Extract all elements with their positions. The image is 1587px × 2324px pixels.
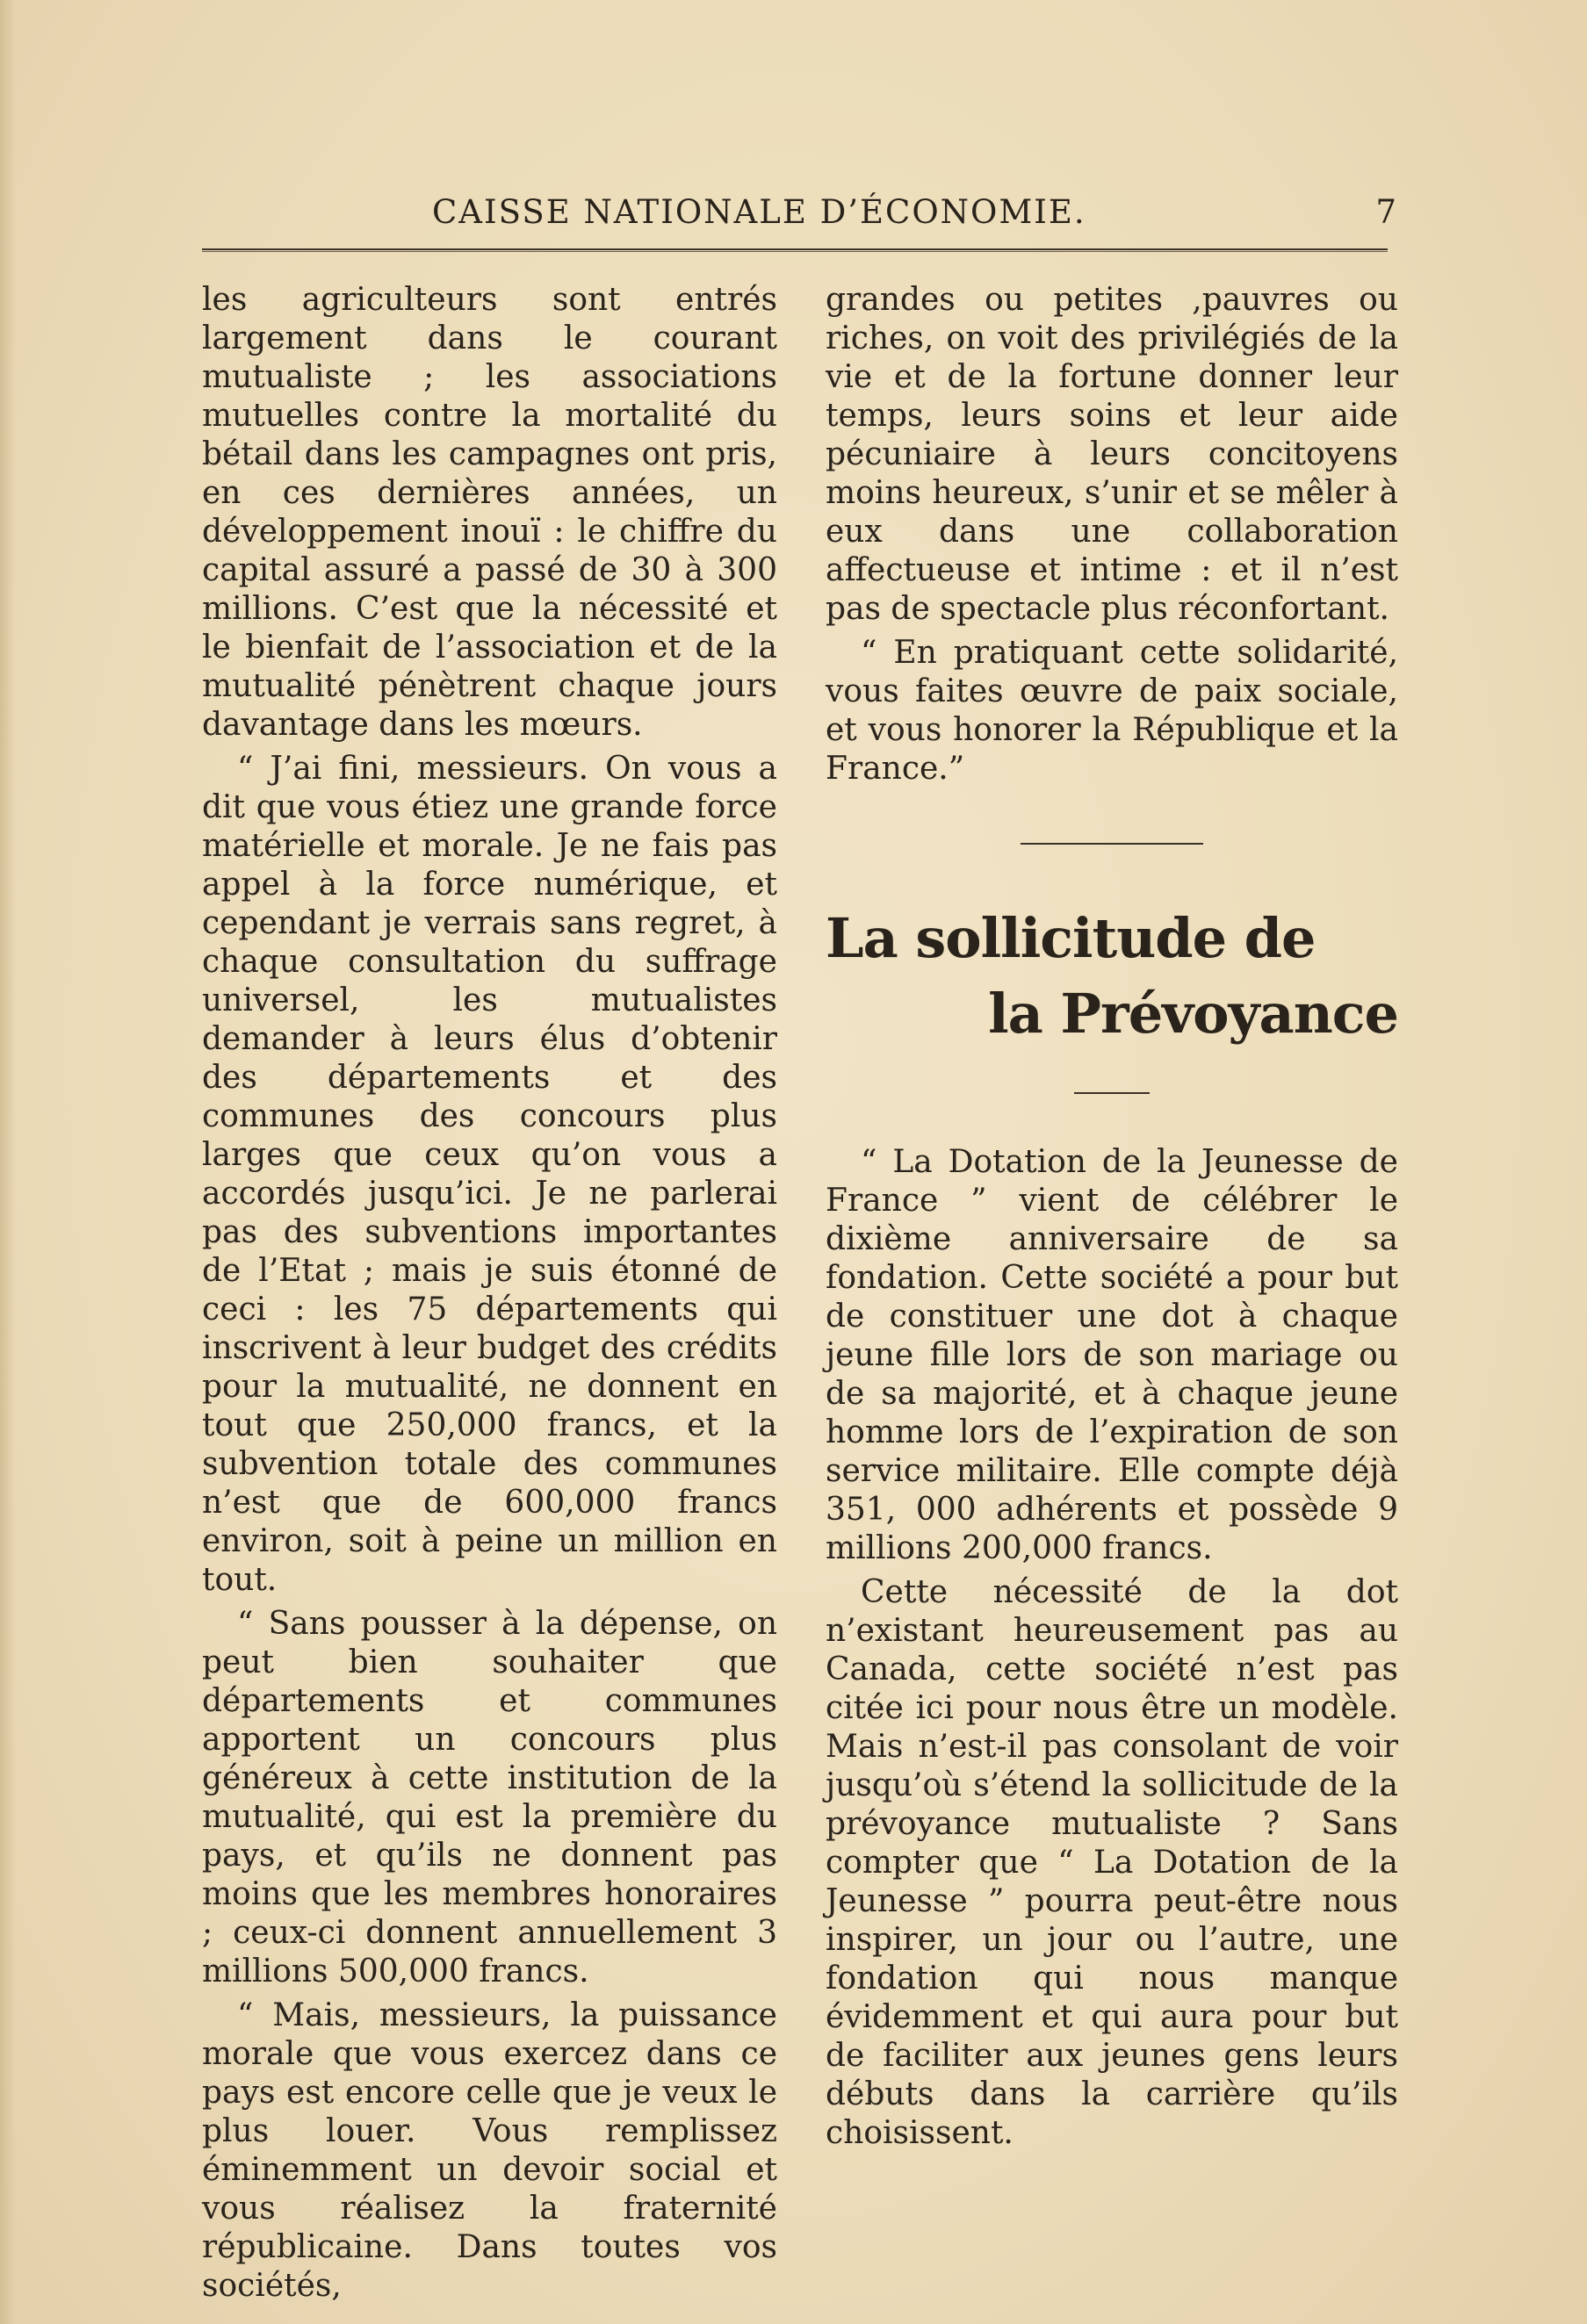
paragraph: grandes ou petites ,pauvres ou riches, on voit des privilégiés de la vie et de la fortune donner leur temps, leurs soins et leur aide pécuniaire à leurs concitoyens moins heureux, s’unir et se mêler à eux dans une collaboration affectueuse et intime : et il n’est pas de spectacle plus réconfortant. xyxy=(826,282,1398,627)
page-number: 7 xyxy=(1375,193,1396,231)
paragraph: Cette nécessité de la dot n’existant heureusement pas au Canada, cette société n’est pas citée ici pour nous être un modèle. Mais n’est-il pas consolant de voir jusqu’où s’étend la sollicitude de la prévoyance mutualiste ? Sans compter que “ La Dotation de la Jeunesse ” pourra peut-être nous inspirer, un jour ou l’autre, une fondation qui nous manque évidemment et qui aura pour but de faciliter aux jeunes gens leurs débuts dans la carrière qu’ils choisissent. xyxy=(826,1574,1398,2151)
page-edge-shadow xyxy=(0,0,16,2324)
article-heading xyxy=(826,901,1398,1052)
paragraph: “ La Dotation de la Jeunesse de France ” vient de célébrer le dixième anniversaire de sa fondation. Cette société a pour but de constituer une dot à chaque jeune fille lors de son mariage ou de sa majorité, et à chaque jeune homme lors de l’expiration de son service militaire. Elle compte déjà 351, 000 adhérents et possède 9 millions 200,000 francs. xyxy=(826,1144,1398,1566)
section-divider xyxy=(1021,843,1203,845)
paragraph: “ Sans pousser à la dépense, on peut bien souhaiter que départements et communes apportent un concours plus généreux à cette institution de la mutualité, qui est la première du pays, et qu’ils ne donnent pas moins que les membres honoraires ; ceux-ci donnent annuellement 3 millions 500,000 francs. xyxy=(202,1606,777,1989)
paragraph: “ Mais, messieurs, la puissance morale que vous exercez dans ce pays est encore celle que je veux le plus louer. Vous remplissez éminemment un devoir social et vous réalisez la fraternité républicaine. Dans toutes vos sociétés, xyxy=(202,1997,777,2304)
right-column xyxy=(826,281,1398,2158)
paragraph: “ En pratiquant cette solidarité, vous faites œuvre de paix sociale, et vous honorer la République et la France.” xyxy=(826,635,1398,787)
paragraph: “ J’ai fini, messieurs. On vous a dit que vous étiez une grande force matérielle et morale. Je ne fais pas appel à la force numérique, et cependant je verrais sans regret, à chaque consultation du suffrage universel, les mutualistes demander à leurs élus d’obtenir des départements et des communes des concours plus larges que ceux qu’on vous a accordés jusqu’ici. Je ne parlerai pas des subventions importantes de l’Etat ; mais je suis étonné de ceci : les 75 départements qui inscrivent à leur budget des crédits pour la mutualité, ne donnent en tout que 250,000 francs, et la subvention totale des communes n’est que de 600,000 francs environ, soit à peine un million en tout. xyxy=(202,751,777,1598)
heading-divider xyxy=(1074,1092,1150,1094)
left-column xyxy=(202,281,777,2311)
paragraph: les agriculteurs sont entrés largement dans le courant mutualiste ; les associations mutuelles contre la mortalité du bétail dans les campagnes ont pris, en ces dernières années, un développement inouï : le chiffre du capital assuré a passé de 30 à 300 millions. C’est que la nécessité et le bienfait de l’association et de la mutualité pénètrent chaque jours davantage dans les mœurs. xyxy=(202,282,777,743)
running-title: CAISSE NATIONALE D’ÉCONOMIE. xyxy=(432,193,1086,231)
heading-line-2: la Prévoyance xyxy=(988,982,1398,1046)
heading-line-1: La sollicitude de xyxy=(826,906,1316,970)
running-header xyxy=(202,193,1396,246)
header-rule-thin xyxy=(202,251,1388,252)
header-rule xyxy=(202,248,1388,250)
